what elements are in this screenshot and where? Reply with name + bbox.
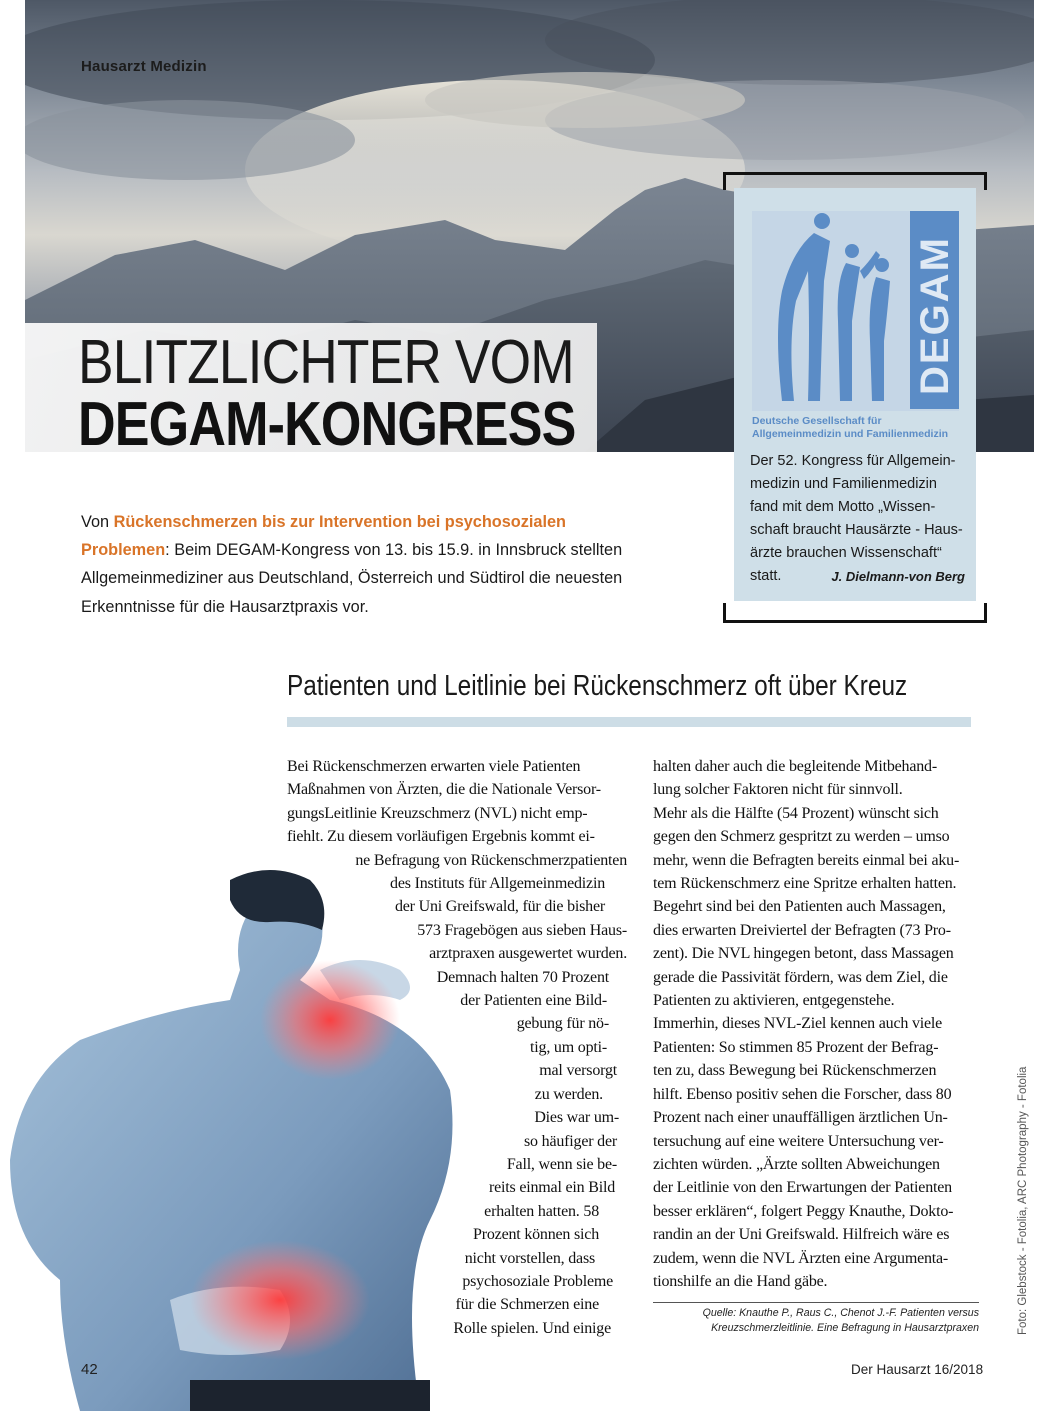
article-line: ne Befragung von Rückenschmerzpatienten <box>355 851 627 869</box>
article-line: Immerhin, dieses NVL-Ziel kennen auch viele <box>653 1015 943 1033</box>
source-rule <box>653 1302 979 1303</box>
degam-figures-icon <box>752 211 910 411</box>
article-line: halten daher auch die begleitende Mitbehand- <box>653 758 937 775</box>
article-line: Maßnahmen von Ärzten, die die Nationale Versor- <box>287 781 601 799</box>
article-line: Demnach halten 70 Prozent <box>436 968 609 986</box>
article-line: des Instituts für Allgemeinmedizin <box>390 875 605 893</box>
article-title-rule <box>287 717 971 727</box>
degam-caption-line: ärzte brauchen Wissenschaft“ <box>750 545 942 561</box>
lead-text: : Beim DEGAM-Kongress von 13. bis 15.9. in Innsbruck stellten Allgemeinmediziner aus Deutschland, Österreich und Südtirol die neuesten Erkenntnisse für die Hausarztpraxis vor. <box>81 541 623 616</box>
article-line: gungsLeitlinie Kreuzschmerz (NVL) nicht emp- <box>287 804 588 822</box>
degam-caption-last-line <box>750 565 965 588</box>
article-line: mal versorgt <box>539 1062 617 1080</box>
source-line-2: Kreuzschmerzleitlinie. Eine Befragung in Hausarztpraxen <box>711 1321 979 1334</box>
article-line: der Patienten eine Bild- <box>460 992 607 1010</box>
article-line: besser erklären“, folgert Peggy Knauthe, Dokto- <box>653 1202 954 1220</box>
degam-frame-bottom <box>723 603 987 623</box>
article-line: hilft. Ebenso positiv sehen die Forscher, dass 80 <box>653 1085 952 1103</box>
degam-caption-line: statt. <box>750 568 782 584</box>
degam-org-line-1: Deutsche Gesellschaft für <box>752 415 882 427</box>
article-line: Dies war um- <box>534 1109 619 1127</box>
title-line-2: DEGAM-KONGRESS <box>78 390 576 459</box>
article-title: Patienten und Leitlinie bei Rückenschmerz oft über Kreuz <box>287 670 908 702</box>
degam-caption-author: J. Dielmann-von Berg <box>831 569 965 584</box>
article-column-right <box>653 755 983 1293</box>
article-line: Bei Rückenschmerzen erwarten viele Patienten <box>287 758 581 775</box>
article-line: randin an der Uni Greifswald. Hilfreich wäre es <box>653 1226 950 1244</box>
page-number: 42 <box>81 1361 98 1378</box>
lead-paragraph <box>81 508 641 621</box>
photo-credit: Foto: Glebstock - Fotolia, ARC Photography - Fotolia <box>1017 1066 1029 1335</box>
degam-organization-name <box>752 415 962 441</box>
article-line: der Uni Greifswald, für die bisher <box>394 898 605 916</box>
degam-org-line-2: Allgemeinmedizin und Familienmedizin <box>752 428 949 440</box>
article-line: tionshilfe an die Hand gäbe. <box>653 1272 828 1290</box>
article-line: zudem, wenn die NVL Ärzten eine Argumenta- <box>653 1249 949 1267</box>
article-column-left <box>287 755 627 1340</box>
magazine-issue: Der Hausarzt 16/2018 <box>851 1362 984 1377</box>
lead-intro: Von <box>81 513 114 531</box>
article-line: für die Schmerzen eine <box>455 1296 599 1314</box>
article-line: reits einmal ein Bild <box>489 1179 615 1197</box>
article-line: mehr, wenn die Befragten bereits einmal bei aku- <box>653 851 960 869</box>
article-line: psychosoziale Probleme <box>462 1272 613 1290</box>
article-line: Patienten zu aktivieren, entgegenstehe. <box>653 992 895 1010</box>
article-line: Mehr als die Hälfte (54 Prozent) wünscht sich <box>653 804 939 822</box>
article-line: dies erwarten Dreiviertel der Befragten (73 Pro- <box>653 921 951 939</box>
article-line: gebung für nö- <box>516 1015 609 1033</box>
degam-caption <box>750 450 965 588</box>
article-line: Prozent können sich <box>473 1226 599 1244</box>
article-line: gerade die Passivität fördern, was dem Ziel, die <box>653 968 948 986</box>
article-line: Fall, wenn sie be- <box>506 1155 617 1173</box>
article-line: arztpraxen ausgewertet wurden. <box>429 945 627 963</box>
degam-caption-line: fand mit dem Motto „Wissen- <box>750 499 936 515</box>
degam-caption-line: schaft braucht Hausärzte - Haus- <box>750 522 963 538</box>
article-line: Prozent nach einer unauffälligen ärztlichen Un- <box>653 1109 948 1127</box>
section-label: Hausarzt Medizin <box>81 58 207 75</box>
degam-logo-word: DEGAM <box>913 236 957 395</box>
title-line-1: BLITZLICHTER VOM <box>78 328 574 397</box>
article-line: zent). Die NVL hingegen betont, dass Massagen <box>653 945 954 963</box>
article-line: tem Rückenschmerz eine Spritze erhalten hatten. <box>653 875 957 893</box>
article-line: tersuchung auf eine weitere Untersuchung ver- <box>653 1132 944 1150</box>
article-line: zichten würden. „Ärzte sollten Abweichungen <box>653 1155 940 1173</box>
article-line: erhalten hatten. 58 <box>484 1202 599 1220</box>
article-line: Rolle spielen. Und einige <box>453 1319 611 1337</box>
source-note <box>653 1306 979 1335</box>
article-line: zu werden. <box>534 1085 603 1103</box>
article-line: 573 Fragebögen aus sieben Haus- <box>417 921 627 939</box>
article-line: ten zu, dass Bewegung bei Rückenschmerzen <box>653 1062 937 1080</box>
article-line: so häufiger der <box>524 1132 617 1150</box>
lead-highlight: Rückenschmerzen bis zur Intervention bei psychosozialen Problemen <box>81 513 566 560</box>
article-line: fiehlt. Zu diesem vorläufigen Ergebnis kommt ei- <box>287 828 595 846</box>
article-line: nicht vorstellen, dass <box>464 1249 595 1267</box>
article-line: tig, um opti- <box>530 1038 607 1056</box>
article-line: der Leitlinie von den Erwartungen der Patienten <box>653 1179 952 1197</box>
article-line: Begehrt sind bei den Patienten auch Massagen, <box>653 898 946 916</box>
article-line: gegen den Schmerz gespritzt zu werden – umso <box>653 828 950 846</box>
degam-caption-line: medizin und Familienmedizin <box>750 476 937 492</box>
article-line: lung solcher Faktoren nicht für sinnvoll. <box>653 781 903 799</box>
source-line-1: Quelle: Knauthe P., Raus C., Chenot J.-F. Patienten versus <box>702 1307 979 1319</box>
degam-caption-line: Der 52. Kongress für Allgemein- <box>750 453 956 469</box>
article-line: Patienten: So stimmen 85 Prozent der Befrag- <box>653 1038 939 1056</box>
